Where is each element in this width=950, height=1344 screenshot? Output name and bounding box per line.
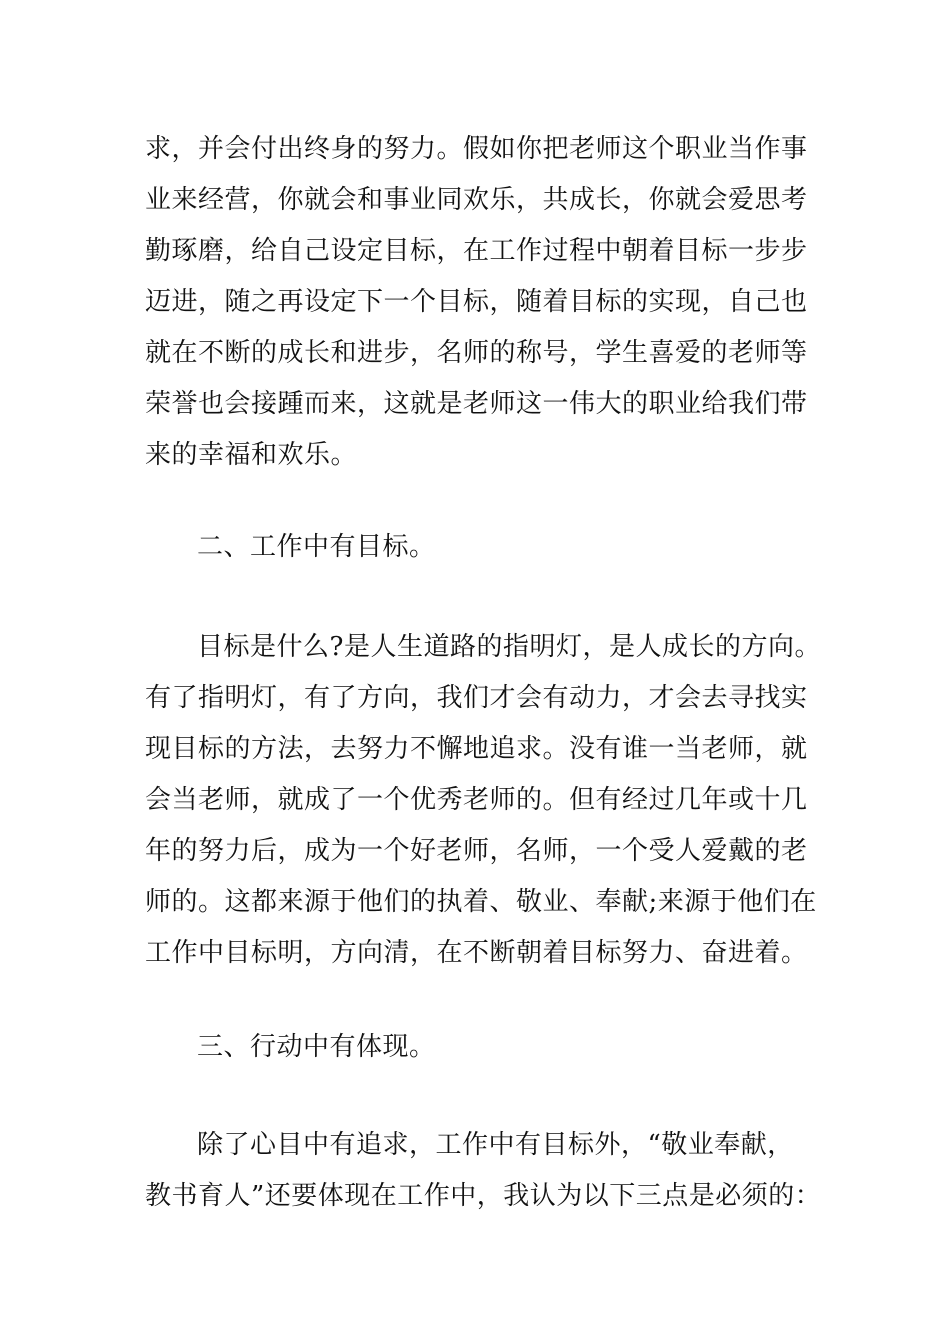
text-line: 迈进，随之再设定下一个目标，随着目标的实现，自己也 (145, 287, 808, 317)
text-line: 除了心目中有追求，工作中有目标外，“敬业奉献， (197, 1130, 794, 1160)
text-line: 业来经营，你就会和事业同欢乐，共成长，你就会爱思考 (145, 185, 808, 215)
section-heading-goals: 二、工作中有目标。 (197, 532, 436, 562)
text-line: 求，并会付出终身的努力。假如你把老师这个职业当作事 (145, 134, 808, 164)
text-line: 教书育人”还要体现在工作中，我认为以下三点是必须的： (145, 1181, 822, 1211)
text-line: 就在不断的成长和进步，名师的称号，学生喜爱的老师等 (145, 338, 808, 368)
paragraph-pursuit-continued (145, 124, 815, 481)
text-line: 会当老师，就成了一个优秀老师的。但有经过几年或十几 (145, 785, 808, 815)
text-line: 勤琢磨，给自己设定目标，在工作过程中朝着目标一步步 (145, 236, 808, 266)
text-line: 工作中目标明，方向清，在不断朝着目标努力、奋进着。 (145, 938, 808, 968)
text-line: 年的努力后，成为一个好老师，名师，一个受人爱戴的老 (145, 836, 808, 866)
paragraph-goals (145, 622, 821, 979)
text-line: 目标是什么?是人生道路的指明灯，是人成长的方向。 (197, 632, 821, 662)
text-line: 现目标的方法，去努力不懈地追求。没有谁一当老师，就 (145, 734, 808, 764)
text-line: 来的幸福和欢乐。 (145, 440, 358, 470)
text-line: 师的。这都来源于他们的执着、敬业、奉献;来源于他们在 (145, 887, 817, 917)
text-line: 荣誉也会接踵而来，这就是老师这一伟大的职业给我们带 (145, 389, 808, 419)
section-heading-action: 三、行动中有体现。 (197, 1032, 436, 1062)
paragraph-action (145, 1120, 822, 1222)
text-line: 有了指明灯，有了方向，我们才会有动力，才会去寻找实 (145, 683, 808, 713)
